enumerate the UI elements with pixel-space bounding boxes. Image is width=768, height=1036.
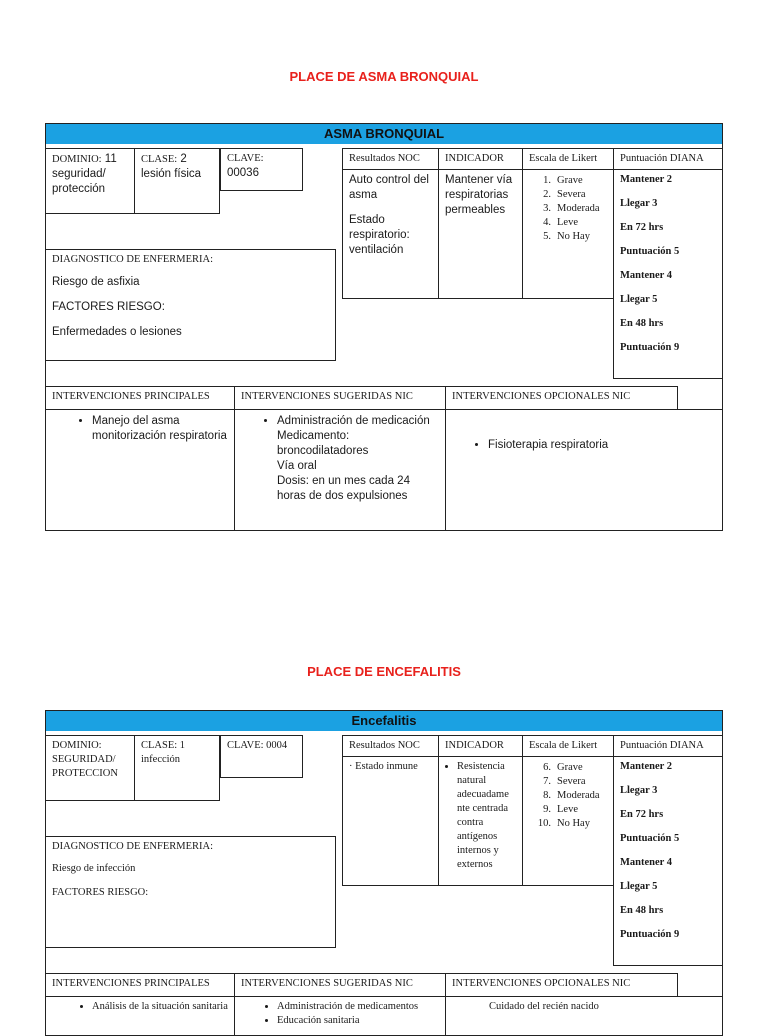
factores-title: FACTORES RIESGO: [52,887,149,898]
likert-item: 5. No Hay [543,231,590,242]
section-bar-encefalitis: Encefalitis [45,710,723,732]
dominio-cell [45,148,135,214]
likert-item: 7. Severa [543,776,586,787]
sugeridas-header: INTERVENCIONES SUGERIDAS NIC [234,386,446,410]
diana-item: Puntuación 5 [620,833,680,844]
principales-item: • Manejo del asma monitorización respiratoria [92,414,230,444]
diagnostico-title: DIAGNOSTICO DE ENFERMERIA: [52,841,213,852]
clase-cell-2: CLASE: 1 infección [134,735,220,801]
diana-item: Mantener 2 [620,174,673,185]
diana-item: Puntuación 9 [620,342,680,353]
diana-item: Puntuación 9 [620,929,680,940]
likert-item: 9. Leve [543,804,578,815]
factores-text: Enfermedades o lesiones [52,326,182,338]
clase-value: 2 lesión física [141,153,202,180]
noc-item: Auto control del asma [349,174,429,201]
diana-item: Puntuación 5 [620,246,680,257]
diana-item: Mantener 4 [620,270,673,281]
diana-item: En 72 hrs [620,222,664,233]
principales-cell [45,409,235,531]
noc-cell [342,169,439,299]
noc-cell-2 [342,756,439,886]
diana-item: En 48 hrs [620,905,664,916]
indicador-item: • Resistencia natural adecuadame nte centrada contra antígenos internos y externos [457,760,518,872]
sugeridas-item: • Administración de medicamentos [277,1000,441,1014]
clave-value: 00036 [227,167,259,179]
diagnostico-cell [45,249,336,361]
opcionales-item: • Fisioterapia respiratoria [488,438,718,453]
likert-cell-2 [522,756,614,886]
principales-header-2: INTERVENCIONES PRINCIPALES [45,973,235,997]
likert-header: Escala de Likert [522,148,614,170]
diana-item: Llegar 3 [620,785,658,796]
sugeridas-cell-2 [234,996,446,1036]
likert-item: 8. Moderada [543,790,600,801]
opcionales-header-2: INTERVENCIONES OPCIONALES NIC [445,973,678,997]
dominio-cell-2: DOMINIO: SEGURIDAD/ PROTECCION [45,735,135,801]
clase-label: CLASE: [141,154,178,165]
noc-header-2: Resultados NOC [342,735,439,757]
bullet-dot: · [349,761,356,772]
noc-header: Resultados NOC [342,148,439,170]
principales-header: INTERVENCIONES PRINCIPALES [45,386,235,410]
diana-header: Puntuación DIANA [613,148,723,170]
diana-cell [613,169,723,379]
opcionales-header: INTERVENCIONES OPCIONALES NIC [445,386,678,410]
likert-header-2: Escala de Likert [522,735,614,757]
noc-item: Estado inmune [355,761,418,772]
diana-item: Llegar 5 [620,881,658,892]
diana-item: En 72 hrs [620,809,664,820]
diana-item: Llegar 3 [620,198,658,209]
diana-cell-2 [613,756,723,966]
diagnostico-text: Riesgo de asfixia [52,276,140,288]
page-title-asma: PLACE DE ASMA BRONQUIAL [289,69,479,84]
clase-cell [134,148,220,214]
clave-label: CLAVE: [227,153,264,164]
indicador-cell-2 [438,756,523,886]
diana-item: Llegar 5 [620,294,658,305]
dominio-value: 11 seguridad/ protección [52,153,117,195]
likert-cell [522,169,614,299]
diagnostico-title: DIAGNOSTICO DE ENFERMERIA: [52,254,213,265]
likert-item: 10. No Hay [537,818,590,829]
page-title-encefalitis: PLACE DE ENCEFALITIS [307,664,461,679]
diana-item: Mantener 4 [620,857,673,868]
section-bar-asma: ASMA BRONQUIAL [45,123,723,145]
sugeridas-item: • Educación sanitaria [277,1014,441,1028]
indicador-cell: Mantener vía respiratorias permeables [438,169,523,299]
dominio-label: DOMINIO: [52,154,102,165]
opcionales-cell [445,409,723,531]
clave-cell-2: CLAVE: 0004 [220,735,303,778]
indicador-header-2: INDICADOR [438,735,523,757]
likert-item: 3. Moderada [543,203,600,214]
opcionales-cell-2: Cuidado del recién nacido [445,996,723,1036]
likert-item: 4. Leve [543,217,578,228]
diana-item: Mantener 2 [620,761,673,772]
likert-item: 2. Severa [543,189,586,200]
factores-title: FACTORES RIESGO: [52,301,165,313]
clave-cell [220,148,303,191]
sugeridas-item: • Administración de medicación Medicamento: broncodilatadores Vía oral Dosis: en un mes cada 24 horas de dos expulsiones [277,414,441,504]
diagnostico-cell-2 [45,836,336,948]
likert-item: 6. Grave [543,762,583,773]
noc-item: Estado respiratorio: ventilación [349,214,410,256]
sugeridas-cell [234,409,446,531]
diana-item: En 48 hrs [620,318,664,329]
indicador-header: INDICADOR [438,148,523,170]
diagnostico-text: Riesgo de infección [52,863,136,874]
sugeridas-header-2: INTERVENCIONES SUGERIDAS NIC [234,973,446,997]
principales-item: • Análisis de la situación sanitaria [92,1000,230,1014]
likert-item: 1. Grave [543,175,583,186]
principales-cell-2 [45,996,235,1036]
diana-header-2: Puntuación DIANA [613,735,723,757]
